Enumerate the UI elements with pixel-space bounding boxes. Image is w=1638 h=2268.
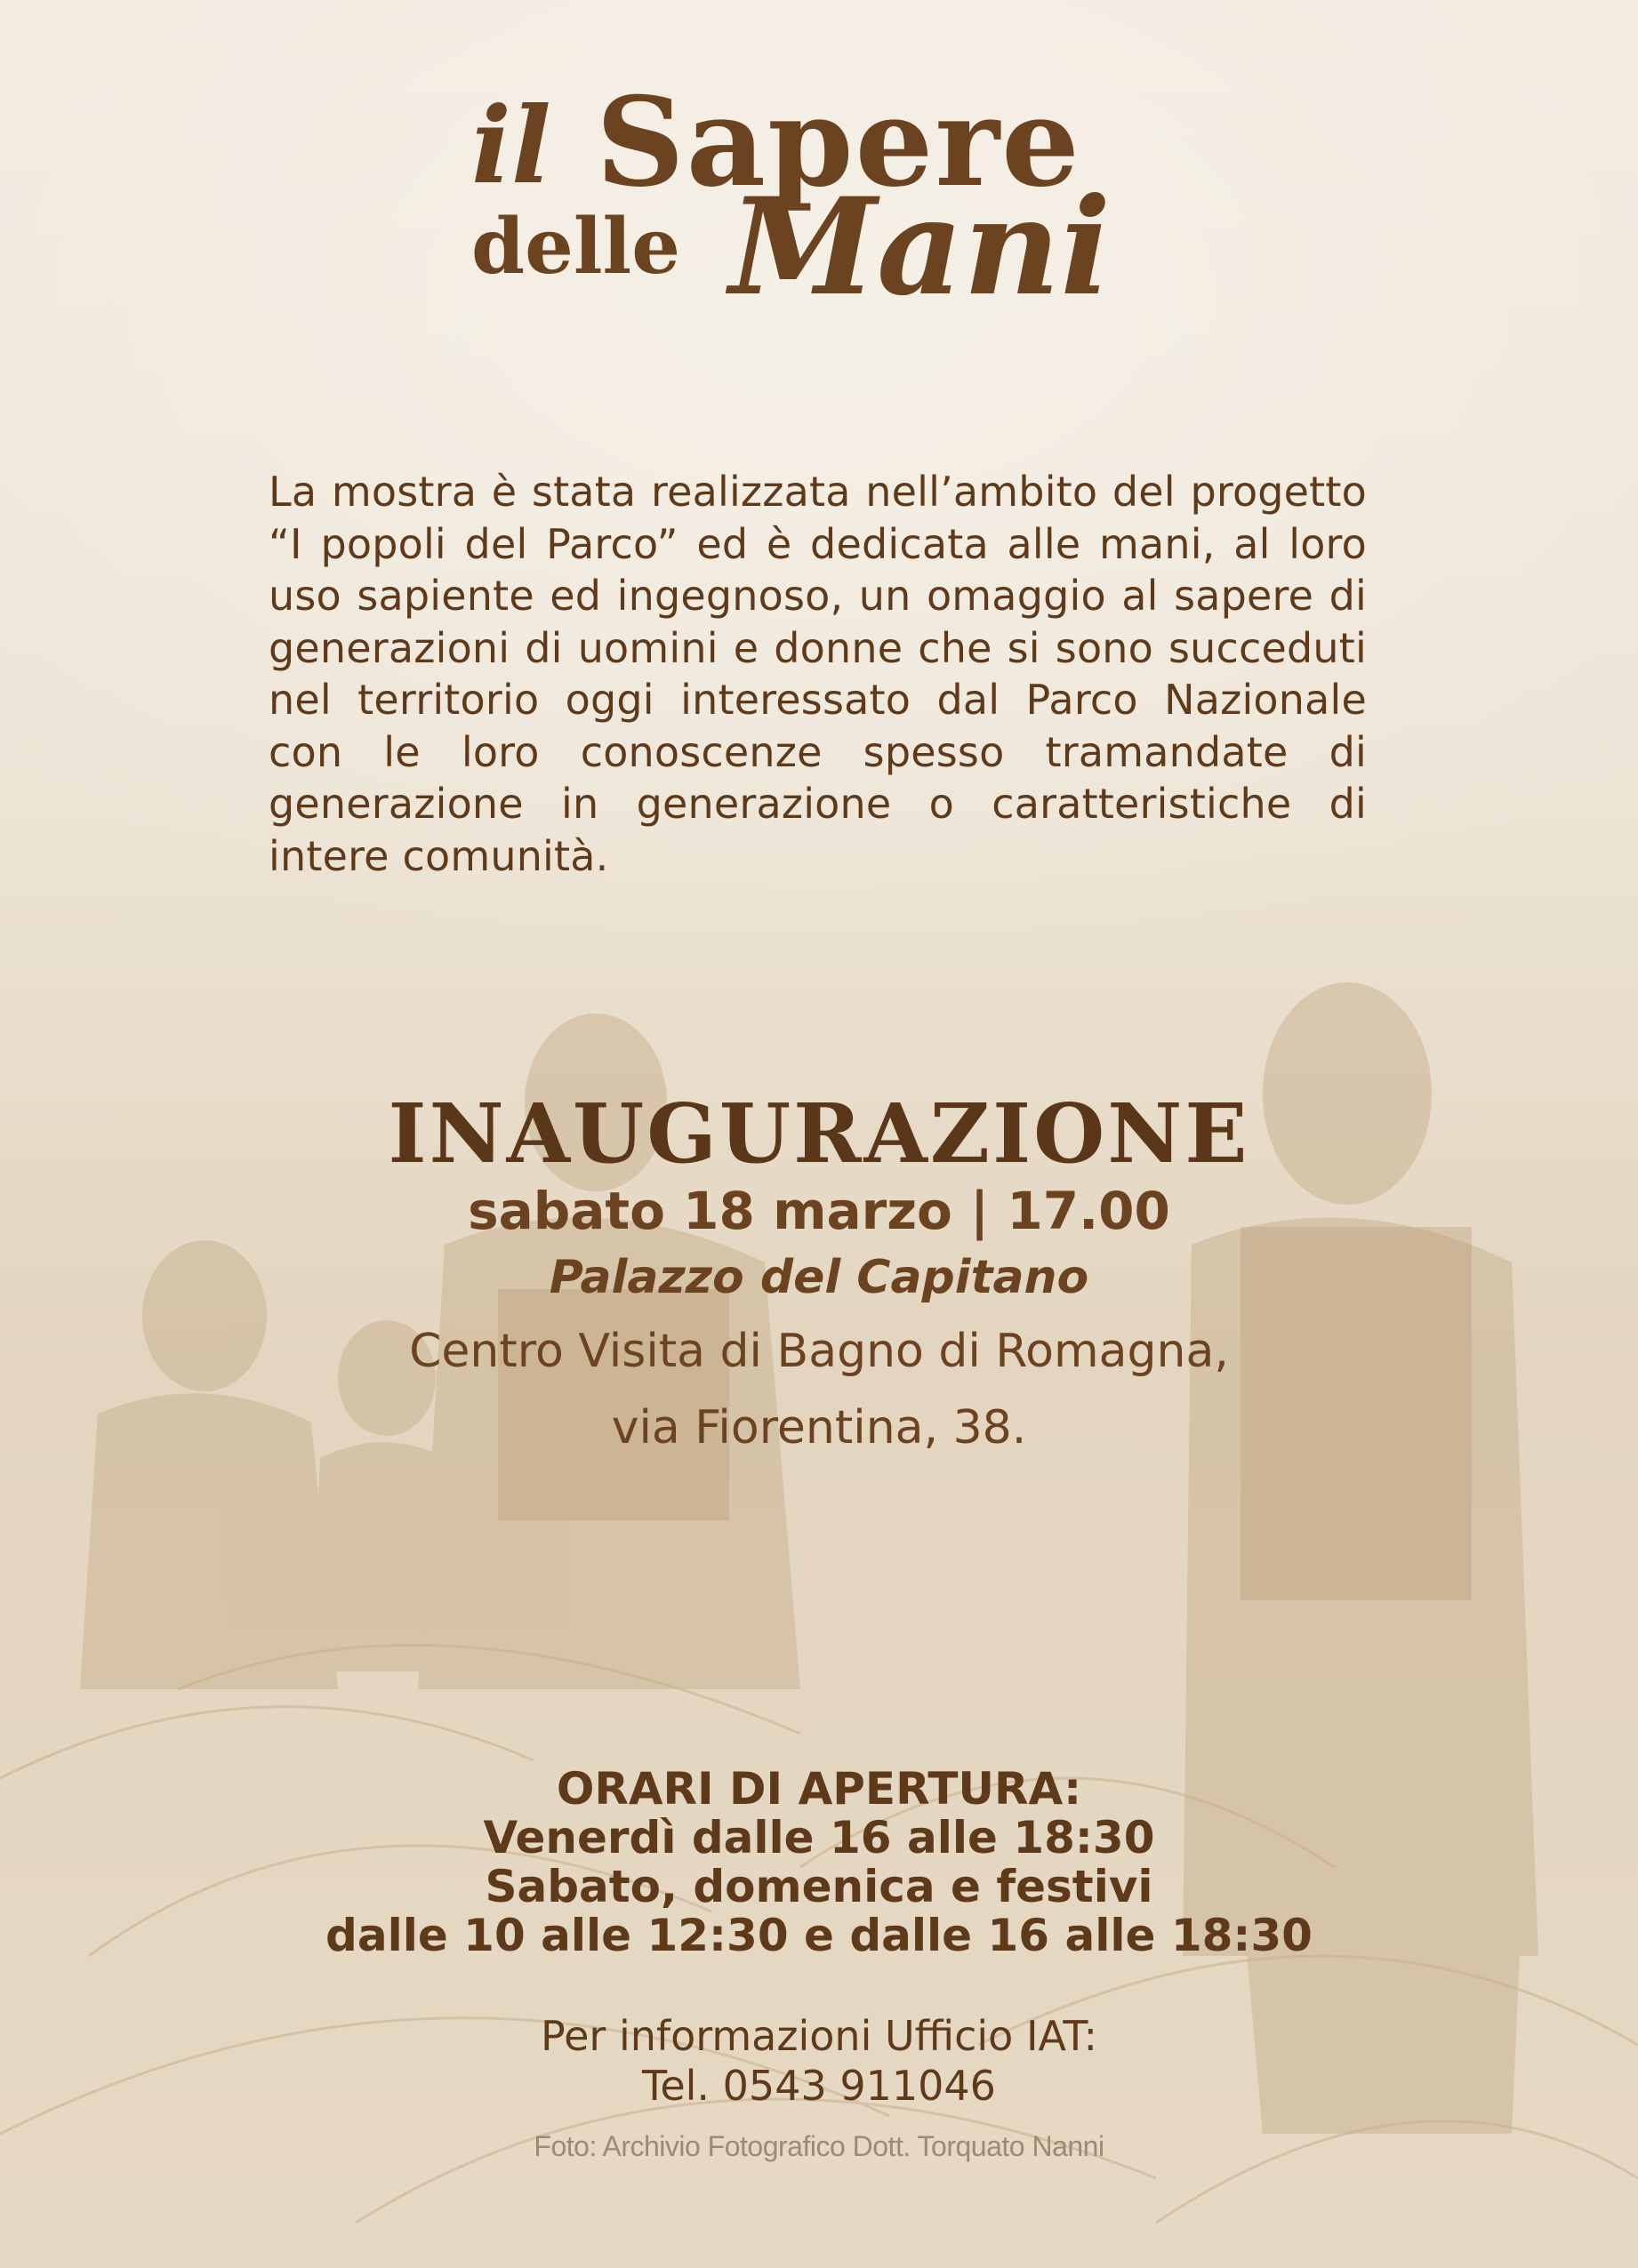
inauguration-address-line1: Centro Visita di Bagno di Romagna, [409,1325,1229,1379]
opening-hours-line3: dalle 10 alle 12:30 e dalle 16 alle 18:30 [325,1910,1313,1961]
intro-paragraph: La mostra è stata realizzata nell’ambito del progetto “I popoli del Parco” ed è dedicata alle mani, al loro uso sapiente ed ingegnoso, un omaggio al sapere di generazioni di uomini e donne che si sono succeduti nel territorio oggi interessato dal Parco Nazionale con le loro conoscenze spesso tramandate di generazione in generazione o caratteristiche di intere comunità. [269,468,1367,880]
opening-hours-line2: Sabato, domenica e festivi [485,1861,1153,1912]
inauguration-address-line2: via Fiorentina, 38. [611,1401,1027,1455]
logo-il: il [471,84,551,207]
inauguration-date: sabato 18 marzo | 17.00 [468,1181,1170,1242]
inauguration-block [0,1086,1638,1465]
photo-credit: Foto: Archivio Fotografico Dott. Torquato Nanni [534,2130,1104,2162]
contact-phone: Tel. 0543 911046 [642,2062,996,2110]
logo-delle: delle [471,202,680,292]
inauguration-title: INAUGURAZIONE [388,1086,1250,1182]
inauguration-venue: Palazzo del Capitano [549,1251,1089,1305]
title-logo [462,69,1192,325]
logo-sapere: Sapere [596,69,1081,214]
contact-info [0,2011,1638,2111]
opening-hours-heading: ORARI DI APERTURA: [556,1763,1082,1815]
opening-hours [0,1765,1638,1960]
logo-mani: Mani [729,169,1112,325]
contact-info-line1: Per informazioni Ufficio IAT: [541,2012,1097,2060]
opening-hours-line1: Venerdì dalle 16 alle 18:30 [483,1812,1155,1863]
